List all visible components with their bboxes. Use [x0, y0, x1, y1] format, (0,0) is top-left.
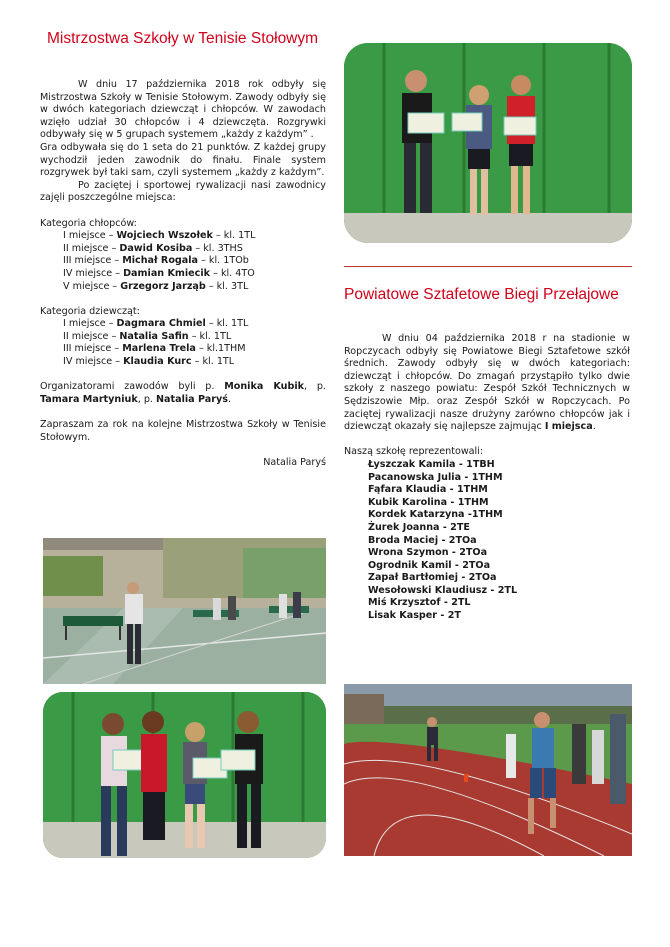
roster-item: Fąfara Klaudia - 1THM [368, 484, 488, 496]
roster-item: Wrona Szymon - 2TOa [368, 547, 488, 559]
result-row: II miejsce – Dawid Kosiba – kl. 3THS [63, 242, 243, 254]
intro-paragraph-1: W dniu 17 października 2018 rok odbyły się Mistrzostwa Szkoły w Tenisie Stołowym. Zawody odbyły się w dwóch kategoriach dziewcząt i chłopców. W zawodach wzięło udział 30 chłopców i 4 dziewczęta. Rozgrywki odbywały się w 5 grupach systemem „każdy z każdym” . [40, 79, 326, 141]
result-row: I miejsce – Wojciech Wszołek – kl. 1TL [63, 230, 256, 242]
result-row: II miejsce – Natalia Safin – kl. 1TL [63, 330, 232, 342]
article-body-table-tennis [40, 79, 326, 469]
result-row: I miejsce – Dagmara Chmiel – kl. 1TL [63, 318, 249, 330]
roster-item: Żurek Joanna - 2TE [368, 521, 470, 533]
article-title-table-tennis: Mistrzostwa Szkoły w Tenisie Stołowym [47, 30, 319, 47]
boys-heading: Kategoria chłopców: [40, 217, 137, 229]
roster-item: Miś Krzysztof - 2TL [368, 597, 471, 609]
article-title-cross-country: Powiatowe Sztafetowe Biegi Przełajowe [344, 286, 619, 303]
photo-boys-winners [344, 43, 632, 243]
author-signature: Natalia Paryś [263, 456, 326, 468]
boys-results-list [40, 230, 326, 293]
roster-item: Kordek Katarzyna -1THM [368, 509, 503, 521]
article-body-cross-country [344, 333, 630, 623]
photo-girls-winners [43, 692, 326, 858]
result-row: V miejsce – Grzegorz Jarząb – kl. 3TL [63, 280, 249, 292]
girls-heading: Kategoria dziewcząt: [40, 305, 140, 317]
intro-paragraph-2: Gra odbywała się do 1 seta do 21 punktów. Z każdej grupy wychodził jeden zawodnik do finału. Finale system rozgrywek był taki sam, czyli systemem „każdy z każdym”. [40, 141, 326, 179]
invitation-paragraph: Zapraszam za rok na kolejne Mistrzostwa Szkoły w Tenisie Stołowym. [40, 419, 326, 443]
roster-item: Wesołowski Klaudiusz - 2TL [368, 584, 518, 596]
roster-item: Lisak Kasper - 2T [368, 610, 461, 622]
relay-paragraph: W dniu 04 października 2018 r na stadionie w Ropczycach odbyły się Powiatowe Biegi Sztafetowe szkół średnich. Zawody odbyły się w dwóch kategoriach: dziewcząt i chłopców. Do zmagań przystąpiło tylko dwie szkoły z naszego powiatu: Zespół Szkół Technicznych w Sędziszowie Młp. oraz Zespół Szkół w Ropczycach. Po zaciętej rywalizacji nasze drużyny zarówno chłopców jak i dziewcząt okazały się najlepsze zajmując I miejsca. [344, 333, 630, 433]
photo-gym-table-tennis [43, 538, 326, 684]
organizers-paragraph: Organizatorami zawodów byli p. Monika Kubik, p. Tamara Martyniuk, p. Natalia Paryś. [40, 381, 326, 405]
result-row: III miejsce – Marlena Trela – kl.1THM [63, 343, 246, 355]
result-row: IV miejsce – Klaudia Kurc – kl. 1TL [63, 356, 235, 368]
roster-item: Zapał Bartłomiej - 2TOa [368, 572, 497, 584]
section-divider [344, 266, 632, 267]
roster-item: Ogrodnik Kamil - 2TOa [368, 559, 491, 571]
roster-item: Pacanowska Julia - 1THM [368, 471, 503, 483]
roster-heading: Naszą szkołę reprezentowali: [344, 446, 484, 458]
roster-item: Kubik Karolina - 1THM [368, 496, 489, 508]
result-row: IV miejsce – Damian Kmiecik – kl. 4TO [63, 267, 255, 279]
intro-paragraph-3: Po zaciętej i sportowej rywalizacji nasi zawodnicy zajęli poszczególne miejsca: [40, 179, 326, 204]
result-row: III miejsce – Michał Rogala – kl. 1TOb [63, 255, 249, 267]
roster-item: Łyszczak Kamila - 1TBH [368, 458, 495, 470]
photo-running-track [344, 684, 632, 856]
roster-list [344, 459, 630, 623]
roster-item: Broda Maciej - 2TOa [368, 534, 477, 546]
girls-results-list [40, 318, 326, 368]
